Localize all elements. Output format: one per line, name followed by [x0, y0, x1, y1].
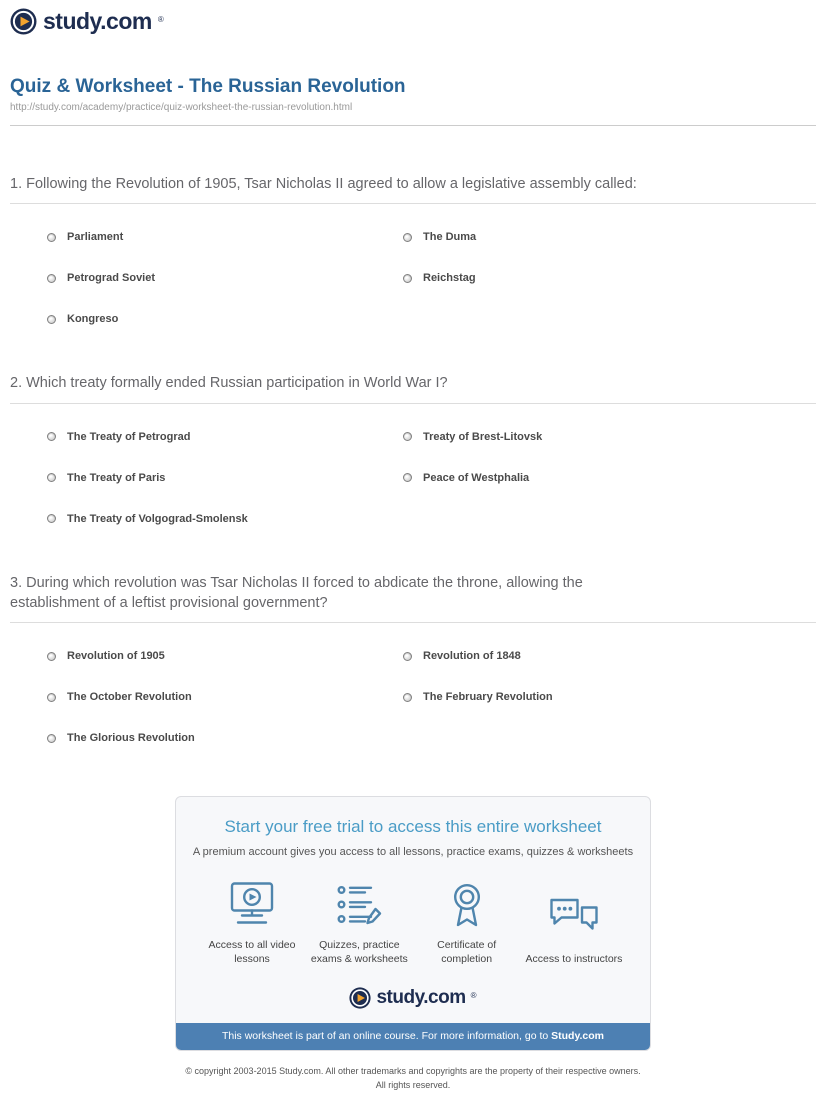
- copyright-line-1: © copyright 2003-2015 Study.com. All other trademarks and copyrights are the property of their respective owners.: [185, 1065, 641, 1076]
- registered-mark: ®: [157, 15, 164, 24]
- answer-label: The Treaty of Petrograd: [67, 430, 191, 443]
- radio-button[interactable]: [47, 652, 56, 661]
- free-trial-card: [175, 796, 651, 1050]
- options-column-left: [47, 231, 403, 325]
- answer-label: Parliament: [67, 231, 124, 244]
- quiz-checklist-icon: [336, 882, 382, 928]
- answer-option[interactable]: [47, 313, 403, 325]
- answer-options: [47, 431, 816, 525]
- answer-option[interactable]: [47, 272, 403, 284]
- answer-option[interactable]: [403, 691, 759, 703]
- options-column-left: [47, 431, 403, 525]
- options-column-right: [403, 231, 759, 325]
- answer-options: [47, 231, 816, 325]
- options-column-right: [403, 650, 759, 744]
- radio-button[interactable]: [403, 233, 412, 242]
- radio-button[interactable]: [47, 473, 56, 482]
- answer-label: Petrograd Soviet: [67, 272, 156, 285]
- answer-label: The Glorious Revolution: [67, 732, 195, 745]
- radio-button[interactable]: [403, 473, 412, 482]
- options-column-left: [47, 650, 403, 744]
- answer-options: [47, 650, 816, 744]
- trial-card-heading: Start your free trial to access this entire worksheet: [224, 817, 602, 837]
- radio-button[interactable]: [403, 274, 412, 283]
- radio-button[interactable]: [403, 652, 412, 661]
- logo-text: study.com: [376, 987, 466, 1009]
- answer-option[interactable]: [47, 231, 403, 243]
- radio-button[interactable]: [47, 432, 56, 441]
- answer-option[interactable]: [403, 431, 759, 443]
- answer-option[interactable]: [47, 732, 403, 744]
- divider: [10, 622, 816, 623]
- studycom-logo-small: [176, 987, 650, 1009]
- video-monitor-icon: [225, 882, 279, 928]
- answer-option[interactable]: [403, 472, 759, 484]
- answer-label: The Treaty of Paris: [67, 471, 166, 484]
- feature-label: Quizzes, practice exams & worksheets: [310, 939, 408, 966]
- question-text: 1. Following the Revolution of 1905, Tsar Nicholas II agreed to allow a legislative assembly called:: [10, 176, 637, 192]
- feature-list: [176, 882, 650, 966]
- feature-quizzes: [309, 882, 409, 966]
- answer-option[interactable]: [47, 513, 403, 525]
- play-circle-logo-icon: [349, 987, 371, 1009]
- radio-button[interactable]: [47, 514, 56, 523]
- radio-button[interactable]: [47, 315, 56, 324]
- trial-card-subheading: A premium account gives you access to all lessons, practice exams, quizzes & worksheets: [192, 846, 634, 859]
- answer-label: The February Revolution: [423, 691, 553, 704]
- feature-label: Access to instructors: [525, 953, 623, 966]
- radio-button[interactable]: [47, 274, 56, 283]
- divider: [10, 203, 816, 204]
- answer-label: Treaty of Brest-Litovsk: [423, 430, 543, 443]
- chat-bubbles-icon: [549, 896, 599, 942]
- studycom-link[interactable]: Study.com: [551, 1029, 605, 1042]
- answer-label: Reichstag: [423, 272, 476, 285]
- answer-option[interactable]: [47, 650, 403, 662]
- radio-button[interactable]: [403, 693, 412, 702]
- radio-button[interactable]: [47, 233, 56, 242]
- feature-label: Access to all video lessons: [208, 939, 296, 966]
- radio-button[interactable]: [403, 432, 412, 441]
- banner-text: This worksheet is part of an online course. For more information, go to: [221, 1029, 552, 1042]
- copyright-line-2: All rights reserved.: [375, 1079, 451, 1090]
- radio-button[interactable]: [47, 693, 56, 702]
- question-3: [10, 573, 816, 745]
- registered-mark: ®: [470, 991, 477, 1001]
- play-circle-logo-icon: [10, 8, 37, 35]
- radio-button[interactable]: [47, 734, 56, 743]
- divider: [10, 403, 816, 404]
- answer-option[interactable]: [47, 691, 403, 703]
- feature-label: Certificate of completion: [437, 939, 497, 966]
- options-column-right: [403, 431, 759, 525]
- question-1: [10, 174, 816, 325]
- answer-label: Revolution of 1905: [67, 650, 165, 663]
- feature-instructors: [524, 882, 624, 966]
- divider: [10, 125, 816, 126]
- question-text: 2. Which treaty formally ended Russian participation in World War I?: [10, 375, 448, 392]
- copyright-footer: [10, 1064, 816, 1093]
- answer-option[interactable]: [403, 231, 759, 243]
- answer-label: The October Revolution: [67, 691, 192, 704]
- answer-option[interactable]: [47, 472, 403, 484]
- answer-label: Revolution of 1848: [423, 650, 521, 663]
- answer-option[interactable]: [47, 431, 403, 443]
- course-info-banner: [176, 1023, 650, 1050]
- question-text: 3. During which revolution was Tsar Nicholas II forced to abdicate the throne, allowing the establishment of a leftist provisional government?: [10, 574, 583, 611]
- page-title: Quiz & Worksheet - The Russian Revolution: [10, 76, 406, 97]
- feature-certificate: [417, 882, 517, 966]
- question-2: [10, 373, 816, 524]
- studycom-logo[interactable]: [10, 8, 164, 35]
- answer-option[interactable]: [403, 272, 759, 284]
- answer-label: Peace of Westphalia: [423, 471, 530, 484]
- logo-text: study.com: [43, 8, 152, 34]
- answer-label: The Treaty of Volgograd-Smolensk: [67, 512, 248, 525]
- page-url: http://study.com/academy/practice/quiz-worksheet-the-russian-revolution.html: [10, 102, 353, 113]
- answer-option[interactable]: [403, 650, 759, 662]
- answer-label: The Duma: [423, 231, 477, 244]
- feature-video-lessons: [202, 882, 302, 966]
- answer-label: Kongreso: [67, 313, 119, 326]
- certificate-ribbon-icon: [444, 882, 490, 928]
